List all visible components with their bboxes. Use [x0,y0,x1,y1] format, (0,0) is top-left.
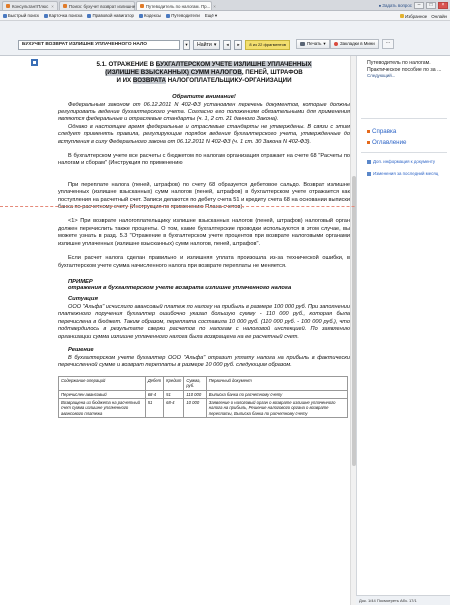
contents-link[interactable] [367,139,407,146]
printer-icon [300,42,305,46]
favorites-label: Избранное [405,13,428,19]
more-button[interactable]: ··· [382,39,394,49]
close-button[interactable]: × [438,2,448,9]
tab-search[interactable] [59,1,135,10]
ask-question-button[interactable] [379,3,412,8]
ask-label: Задать вопрос [382,3,412,8]
extra-info-link[interactable] [367,159,447,164]
calendar-icon [367,172,371,176]
quick-link-label: Карточка поиска [48,13,83,18]
tab-label: Поиск: бухучет возврат излишне [68,3,136,9]
title-text: 5.1. ОТРАЖЕНИЕ В [96,61,156,68]
bookmark-flag-icon[interactable] [31,59,38,66]
online-label: Онлайн [431,13,447,19]
guide-icon [166,14,170,18]
table-header: Содержание операций [59,376,146,390]
table-header: Дебет [145,376,163,390]
quick-link-more[interactable] [205,13,217,19]
search-dropdown-button[interactable]: ▾ [183,40,190,50]
find-label: Найти [197,41,212,48]
status-text: Док. 1/44 Посмотреть Абз. 17/1 [359,598,417,603]
quick-link-label: Путеводители [171,13,200,18]
tab-label: КонсультантПлюс [12,3,49,9]
quick-link-navigator[interactable] [87,13,134,18]
print-button[interactable] [296,39,330,49]
status-bar [356,595,450,605]
quick-links-right [400,11,447,21]
table-cell: 68-4 [164,398,184,417]
table-header: Кредит [164,376,184,390]
table-cell: 51 [164,390,184,398]
previous-fragment-button[interactable]: ◂ [223,40,231,50]
info-icon [367,160,371,164]
quick-link-label: Правовой навигатор [92,13,134,18]
situation-text: ООО "Альфа" исчислило авансовый платеж по налогу на прибыль в размере 100 000 руб. При заполнении платежного поручения бухгалтер ошибочно указал большую сумму - 110 000 руб., которая была перечислена в бюджет. Таким образом, переплата составила 10 000 руб. (110 000 руб. - 100 000 руб.), что подтвердилось в результате сверки расчетов по налогам с налоговой инспекцией. По заявлению организации сумма излишне уплаченного налога была возвращена на ее расчетный счет. [58,303,350,340]
tab-consultant[interactable] [2,1,58,10]
paragraph: В бухгалтерском учете все расчеты с бюджетом по налогам организация отражает на счете 68 "Расчеты по налогам и сборам" (Инструкция по применению [58,153,350,167]
next-fragment-button[interactable]: ▸ [234,40,242,50]
app-icon [63,4,67,8]
panel-divider [361,118,447,119]
document-toolbar [0,21,450,56]
paragraph: <1> При возврате налогоплательщику излишне взысканных налогов (пеней, штрафов) налоговый орган должен перечислить также проценты. О том, какие бухгалтерские проводки используются в этом случае, вы можете узнать в разд. 5.3 "Отражение в бухгалтерском учете процентов при возврате налоговыми органами излишне уплаченных (излишне взысканных) сумм налогов, пеней, штрафов". [58,218,350,247]
close-tab-icon[interactable]: × [51,3,54,9]
quick-links-bar [0,11,450,21]
bullet-icon [367,130,370,133]
situation-label: Ситуация [68,295,98,302]
title-text: , ПЕНЕЙ, ШТРАФОВ [241,69,303,77]
tab-label: Путеводитель по налогам. Пр... [145,3,211,9]
table-cell: Перечислен авансовый [59,390,146,398]
document-view [0,56,356,605]
title-highlight: ВОЗВРАТА [132,77,166,85]
paragraph: При переплате налога (пеней, штрафов) по счету 68 образуется дебетовое сальдо. Возврат излишне уплаченных (излишне взысканных) сумм налогов (пеней, штрафов) в бухгалтерском учете отражается как поступления на расчетный счет. Записи делаются по дебету счета 51 и кредиту счета 68 на основании выписки банка по расчетному счету (Инструкция по применению Плана счетов). [58,181,350,211]
chevron-down-icon: ▾ [214,12,218,18]
paragraph: Если расчет налога сделан правильно и излишняя уплата произошла из-за технической ошибки, в бухгалтерском учете сумма начисленного налога при возврате переплаты не меняется. [58,255,350,269]
chevron-down-icon: ▾ [213,41,217,48]
star-icon [400,14,404,18]
bookmark-icon [334,42,338,46]
app-icon [6,4,10,8]
right-panel [356,56,450,605]
help-link[interactable] [367,128,396,135]
section-title [58,61,350,86]
minimize-button[interactable]: – [414,2,424,9]
quick-link-codes[interactable] [139,13,161,18]
table-header: Первичный документ [206,376,347,390]
maximize-button[interactable]: □ [426,2,436,9]
guide-title-text: Путеводитель по налогам. Практическое пособие по за ... [367,60,442,73]
paragraph: Федеральным законом от 06.12.2011 N 402-ФЗ установлен перечень документов, которые должны регулировать ведение бухгалтерского учета. Согласно его положениям обязательными для применения являются федеральные и отраслевые стандарты (ч. 1, 2 ст. 21 данного Закона). [58,101,350,123]
table-cell: Выписка банка по расчетному счету [206,390,347,398]
table-cell: Возвращена из бюджета на расчетный счет сумма излишне уплаченного авансового платежа [59,398,146,417]
chevron-down-icon: ▾ [323,41,326,46]
paragraph: Однако в настоящее время федеральные и отраслевые стандарты не утверждены. В связи с этим следует применять правила, регулирующие порядок ведения бухгалтерского учета, утвержденные до вступления в силу Федерального закона от 06.12.2011 N 402-ФЗ (ч. 1 ст. 30 Закона N 402-ФЗ). [58,123,350,145]
example-title: отражения в бухгалтерском учете возврата излишне уплаченного налога [68,284,292,291]
table-header: Сумма, руб. [184,376,206,390]
tab-guide[interactable] [136,1,216,10]
search-row [18,39,290,50]
extra-info-label: Доп. информация к документу [373,159,436,164]
contents-link-label: Оглавление [372,139,407,146]
panel-divider [361,152,447,153]
navigator-icon [87,14,91,18]
search-input[interactable]: БУХУЧЕТ ВОЗВРАТ ИЗЛИШНЕ УПЛАЧЕННОГО НАЛО [18,40,180,50]
table-row [59,390,348,398]
solution-label: Решение [68,346,94,353]
solution-text: В бухгалтерском учете бухгалтер ООО "Альфа" отразит уплату налога на прибыль в фактически перечисленной сумме и возврат переплаты в размере 10 000 руб. следующим образом. [58,354,350,369]
bullet-icon [367,141,370,144]
table-header-row [59,376,348,390]
table-cell: 110 000 [184,390,206,398]
close-tab-icon[interactable]: × [213,3,216,9]
title-text: И ИХ [116,77,133,85]
quick-link-label: Ещё [204,13,214,18]
print-label: Печать [307,41,322,46]
changes-label: Изменения за последний месяц [373,171,439,176]
window-controls [379,0,450,11]
favorites-menu[interactable] [400,14,427,19]
document-content [58,56,350,418]
book-icon [139,14,143,18]
help-link-label: Справка [372,128,397,135]
quick-link-search-card[interactable] [44,13,83,18]
changes-link[interactable] [367,171,447,176]
table-cell: 10 000 [184,398,206,417]
online-menu[interactable] [431,14,447,19]
example-label: ПРИМЕР [68,278,93,285]
tab-bar [0,0,450,11]
attention-heading: Обратите внимание! [172,93,236,100]
app-icon [140,4,144,8]
next-link[interactable]: Следующий... [367,73,396,79]
postings-table [58,376,348,418]
table-cell: Заявление о налоговый орган о возврате излишне уплаченного налога на прибыль, Решение налогового органа о возврате переплаты, Выписка банка по расчетному счету [206,398,347,417]
guide-title [367,60,445,80]
title-highlight: БУХГАЛТЕРСКОМ УЧЕТЕ ИЗЛИШНЕ УПЛАЧЕННЫХ [155,61,312,68]
quick-link-guides[interactable] [166,13,200,18]
fragment-counter: 8 из 22 фрагментов [245,40,290,50]
title-text: НАЛОГОПЛАТЕЛЬЩИКУ-ОРГАНИЗАЦИИ [165,77,292,85]
question-icon: ● [378,3,382,8]
table-cell: 51 [145,398,163,417]
title-highlight: (ИЗЛИШНЕ ВЗЫСКАННЫХ) СУММ НАЛОГОВ [105,69,242,77]
quick-link-fast-search[interactable] [3,13,39,18]
quick-link-label: Кодексы [143,13,162,18]
card-icon [44,14,48,18]
find-button[interactable] [193,40,220,50]
bookmark-label: Закладки в Мини [340,41,375,46]
search-icon [3,14,7,18]
table-row [59,398,348,417]
quick-link-label: Быстрый поиск [8,13,39,18]
bookmark-button[interactable] [330,39,379,49]
table-cell: 68-4 [145,390,163,398]
